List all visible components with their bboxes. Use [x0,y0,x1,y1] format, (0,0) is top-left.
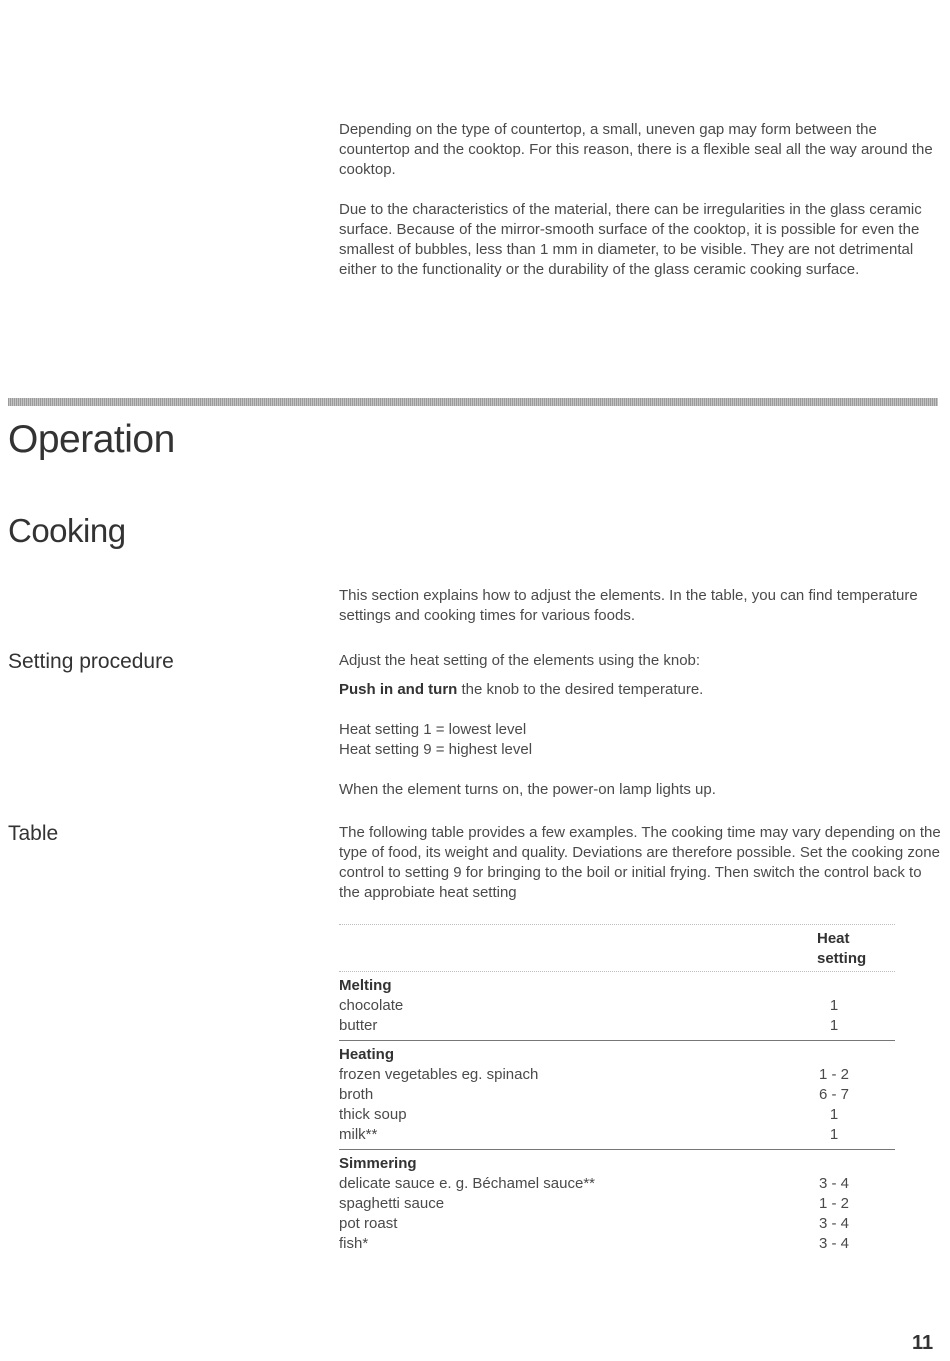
setting-procedure-heading: Setting procedure [8,650,174,673]
row-item: butter [339,1017,378,1034]
row-value: 3 - 4 [818,1175,849,1192]
table-header [339,924,895,972]
table-row [339,1194,895,1214]
table-row [339,1065,895,1085]
group-title: Melting [339,977,392,994]
cooking-intro-text: This section explains how to adjust the elements. In the table, you can find temperature settings and cooking times for various foods. [339,587,918,624]
row-value: 1 [829,997,839,1014]
table-row [339,1214,895,1234]
table-row [339,1125,895,1145]
setting-procedure-line1: Adjust the heat setting of the elements using the knob: [339,652,701,669]
cooking-intro [339,586,941,626]
row-item: thick soup [339,1106,407,1123]
row-item: frozen vegetables eg. spinach [339,1066,539,1083]
heat-setting-column-header: Heat setting [817,930,867,967]
table-group-simmering [339,1150,895,1258]
page-number: 11 [912,1332,934,1354]
setting-procedure-body [339,651,941,800]
row-value: 1 [829,1126,839,1143]
power-lamp-line: When the element turns on, the power-on lamp lights up. [339,781,716,798]
table-group-heating [339,1041,895,1150]
row-value: 1 - 2 [818,1195,849,1212]
push-turn-lead: Push in and turn [339,681,458,698]
row-value: 3 - 4 [818,1235,849,1252]
row-value: 1 [829,1106,839,1123]
row-value: 1 - 2 [818,1066,849,1083]
table-row [339,1234,895,1254]
row-value: 6 - 7 [818,1086,849,1103]
row-value: 1 [829,1017,839,1034]
intro-paragraph-1: Depending on the type of countertop, a small, uneven gap may form between the countertop and the cooktop. For this reason, there is a flexible seal all the way around the cooktop. [339,121,933,178]
heat-low-line: Heat setting 1 = lowest level [339,721,527,738]
table-row [339,1174,895,1194]
row-item: milk** [339,1126,378,1143]
table-row [339,1085,895,1105]
setting-procedure-line2 [339,680,941,700]
intro-paragraph-2: Due to the characteristics of the material, there can be irregularities in the glass ceramic surface. Because of the mirror-smooth surface of the cooktop, it is possible for even the smallest of bubbles, less than 1 mm in diameter, to be visible. They are not detrimental either to the functionality or the durability of the glass ceramic cooking surface. [339,201,922,278]
row-item: broth [339,1086,374,1103]
row-item: delicate sauce e. g. Béchamel sauce** [339,1175,595,1192]
table-group-melting [339,972,895,1041]
push-turn-rest: the knob to the desired temperature. [457,681,704,698]
subsection-title: Cooking [8,512,126,549]
row-item: fish* [339,1235,369,1252]
group-title: Simmering [339,1155,417,1172]
intro-text [339,120,941,280]
table-description-text: The following table provides a few examples. The cooking time may vary depending on the type of food, its weight and quality. Deviations are therefore possible. Set the cooking zone control to setting 9 for bringing to the boil or initial frying. Then switch the control back to the approbiate heat setting [339,824,941,901]
heat-setting-table [339,924,895,1258]
row-value: 3 - 4 [818,1215,849,1232]
table-row [339,1105,895,1125]
table-row [339,996,895,1016]
group-title: Heating [339,1046,395,1063]
row-item: chocolate [339,997,404,1014]
heat-high-line: Heat setting 9 = highest level [339,741,533,758]
section-divider [8,398,938,406]
table-heading: Table [8,822,59,845]
row-item: pot roast [339,1215,398,1232]
table-row [339,1016,895,1036]
table-description [339,823,941,903]
section-title: Operation [8,418,175,461]
row-item: spaghetti sauce [339,1195,445,1212]
